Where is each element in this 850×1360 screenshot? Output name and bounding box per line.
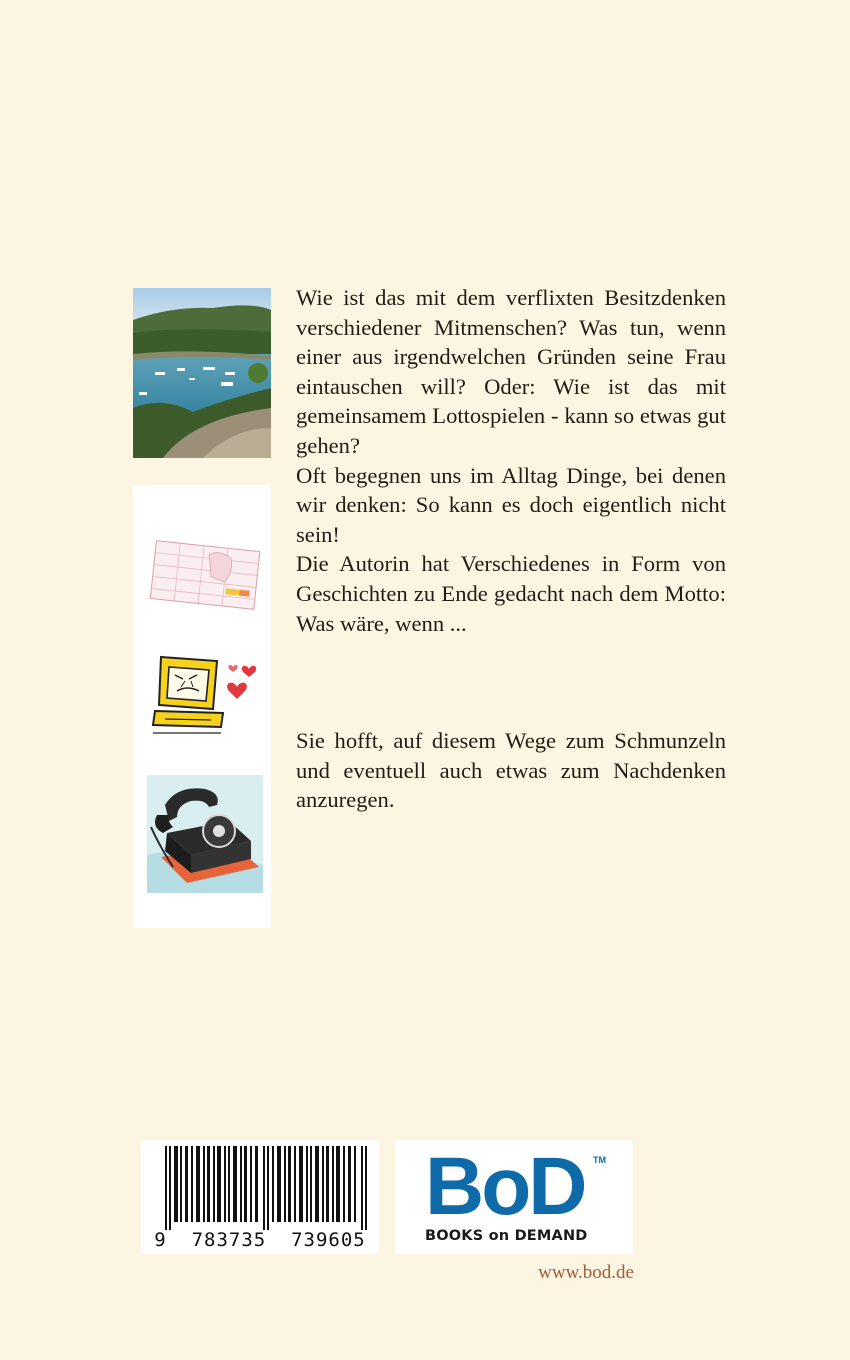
grumpy-computer-illustration [151, 653, 259, 737]
publisher-logo [395, 1140, 633, 1254]
blurb-paragraph: Die Autorin hat Verschiedenes in Form von Geschichten zu Ende gedacht nach dem Motto: Was wäre, wenn ... [296, 551, 726, 636]
isbn-barcode [141, 1140, 379, 1254]
illustration-strip [133, 485, 271, 928]
coastal-photo [133, 288, 271, 458]
blurb-paragraph: Wie ist das mit dem verflixten Besitzdenken verschiedener Mitmenschen? Was tun, wenn einer aus irgendwelchen Gründen seine Frau eintauschen will? Oder: Wie ist das mit gemeinsamem Lottospielen - kann so etwas gut gehen? [296, 285, 726, 458]
bod-logo-text: BoD [425, 1141, 585, 1232]
blurb-paragraph: Sie hofft, auf diesem Wege zum Schmunzeln und eventuell auch etwas zum Nachdenken anzuregen. [296, 728, 726, 813]
publisher-url: www.bod.de [538, 1262, 634, 1283]
lottery-ticket-illustration [147, 540, 263, 612]
trademark-symbol: TM [593, 1155, 606, 1165]
rotary-telephone-illustration [147, 775, 263, 893]
isbn-digits: 9 783735 739605 [154, 1229, 366, 1251]
back-cover-blurb [296, 283, 726, 815]
barcode-bars [165, 1146, 371, 1230]
publisher-tagline: BOOKS on DEMAND [425, 1228, 588, 1244]
blurb-paragraph: Oft begegnen uns im Alltag Dinge, bei denen wir denken: So kann es doch eigentlich nicht sein! [296, 462, 726, 547]
